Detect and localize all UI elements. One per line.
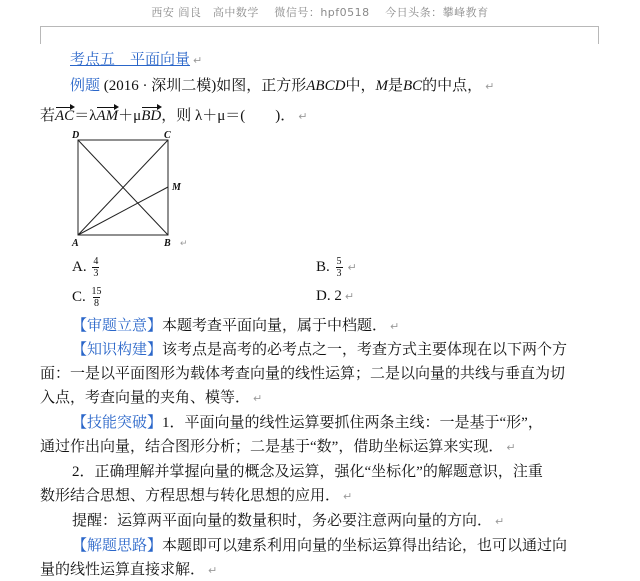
equation-prefix: 若: [40, 108, 56, 124]
analysis-p2-text-1: 该考点是高考的必考点之一，考查方式主要体现在以下两个方: [162, 342, 568, 358]
paragraph-mark-icon: ↵: [344, 290, 355, 303]
paragraph-mark-icon: ↵: [298, 110, 308, 123]
analysis-p4-text-2: 数形结合思想、方程思想与转化思想的应用．: [40, 488, 341, 504]
denominator: 3: [336, 268, 342, 279]
equation-line: [40, 106, 307, 127]
option-d-letter: D.: [316, 288, 331, 304]
analysis-p3-l2: [40, 437, 516, 458]
label-d: D: [72, 130, 80, 141]
equation-eq: ＝λ: [74, 108, 97, 124]
analysis-p2-text-3: 入点，考查向量的夹角、模等．: [40, 390, 251, 406]
section-title: 考点五 平面向量: [70, 52, 191, 68]
tag-approach: 【解题思路】: [72, 538, 163, 554]
option-b-fraction: [336, 256, 343, 279]
page-header: 西安 阎良 高中数学 微信号：hpf0518 今日头条：攀峰教育: [151, 6, 489, 19]
label-c: C: [164, 130, 171, 141]
option-a: [72, 256, 101, 279]
analysis-p5: [72, 511, 504, 532]
paragraph-mark-icon: ↵: [347, 260, 357, 274]
analysis-p6-l1: [72, 536, 567, 556]
equation-plus: ＋μ: [118, 108, 142, 124]
paragraph-mark-icon: ↵: [193, 54, 203, 67]
example-end: 的中点，: [422, 78, 483, 94]
option-a-letter: A.: [72, 258, 87, 275]
option-a-fraction: [92, 256, 99, 279]
denominator: 3: [93, 268, 99, 279]
vector-am: AM: [96, 108, 119, 124]
analysis-p2-l2: 面：一是以平面图形为载体考查向量的线性运算；二是以向量的共线与垂直为切: [40, 366, 566, 382]
analysis-p3-l1: [72, 413, 543, 433]
point-m: M: [375, 78, 388, 94]
numerator: 5: [336, 256, 342, 267]
analysis-p1: [72, 316, 399, 337]
example-label: 例题: [70, 78, 101, 94]
analysis-p6-text-1: 本题即可以建系利用向量的坐标运算得出结论，也可以通过向: [162, 538, 568, 554]
square-name: ABCD: [306, 78, 346, 94]
section-title-row: [70, 50, 202, 71]
side-bc: BC: [402, 78, 423, 94]
tag-knowledge: 【知识构建】: [72, 342, 163, 358]
crop-mark-right: [598, 26, 617, 44]
analysis-p3-text-1: 1．平面向量的线性运算要抓住两条主线：一是基于“形”，: [162, 415, 543, 431]
paragraph-mark-icon: ↵: [208, 564, 218, 577]
analysis-p4-l1: 2．正确理解并掌握向量的概念及运算，强化“坐标化”的解题意识，注重: [72, 464, 543, 480]
example-mid: 中，: [345, 78, 376, 94]
crop-mark-left: [22, 26, 41, 44]
option-c: [72, 286, 104, 309]
paragraph-mark-icon: ↵: [390, 320, 400, 333]
analysis-p3-text-2: 通过作出向量，结合图形分析；二是基于“数”，借助坐标运算来实现．: [40, 439, 504, 455]
paragraph-mark-icon: ↵: [253, 392, 263, 405]
analysis-p2-l3: [40, 388, 262, 409]
option-c-fraction: [92, 286, 102, 309]
example-source: (2016 · 深圳二模)如图，正方形: [103, 78, 307, 94]
option-c-letter: C.: [72, 288, 86, 305]
header-rule: [40, 26, 598, 27]
numerator: 15: [91, 286, 102, 297]
paragraph-mark-icon: ↵: [343, 490, 353, 503]
example-is: 是: [387, 78, 403, 94]
analysis-p2-l1: [72, 340, 567, 360]
label-a: A: [72, 238, 79, 248]
option-d: [316, 286, 354, 307]
paragraph-mark-icon: ↵: [485, 80, 495, 93]
square-figure: [68, 130, 198, 248]
analysis-p6-text-2: 量的线性运算直接求解．: [40, 562, 206, 578]
tag-intent: 【审题立意】: [72, 318, 163, 334]
segment-am: [78, 187, 168, 235]
analysis-p5-text: 提醒：运算两平面向量的数量积时，务必要注意两向量的方向．: [72, 513, 493, 529]
vector-bd: BD: [141, 108, 162, 124]
equation-suffix: ，则 λ＋μ＝( )．: [161, 108, 296, 124]
example-statement: [70, 76, 494, 97]
analysis-p1-text: 本题考查平面向量，属于中档题．: [162, 318, 388, 334]
paragraph-mark-icon: ↵: [506, 441, 516, 454]
paragraph-mark-icon: ↵: [495, 515, 505, 528]
denominator: 8: [94, 298, 100, 309]
option-d-value: 2: [334, 288, 342, 304]
numerator: 4: [93, 256, 99, 267]
vector-ac: AC: [55, 108, 75, 124]
option-b: [316, 256, 357, 279]
option-b-letter: B.: [316, 258, 330, 275]
label-b: B: [164, 238, 171, 248]
label-m: M: [172, 182, 181, 193]
analysis-p4-l2: [40, 486, 352, 507]
tag-skills: 【技能突破】: [72, 415, 163, 431]
analysis-p6-l2: [40, 560, 217, 581]
paragraph-mark-icon: ↵: [180, 238, 188, 248]
